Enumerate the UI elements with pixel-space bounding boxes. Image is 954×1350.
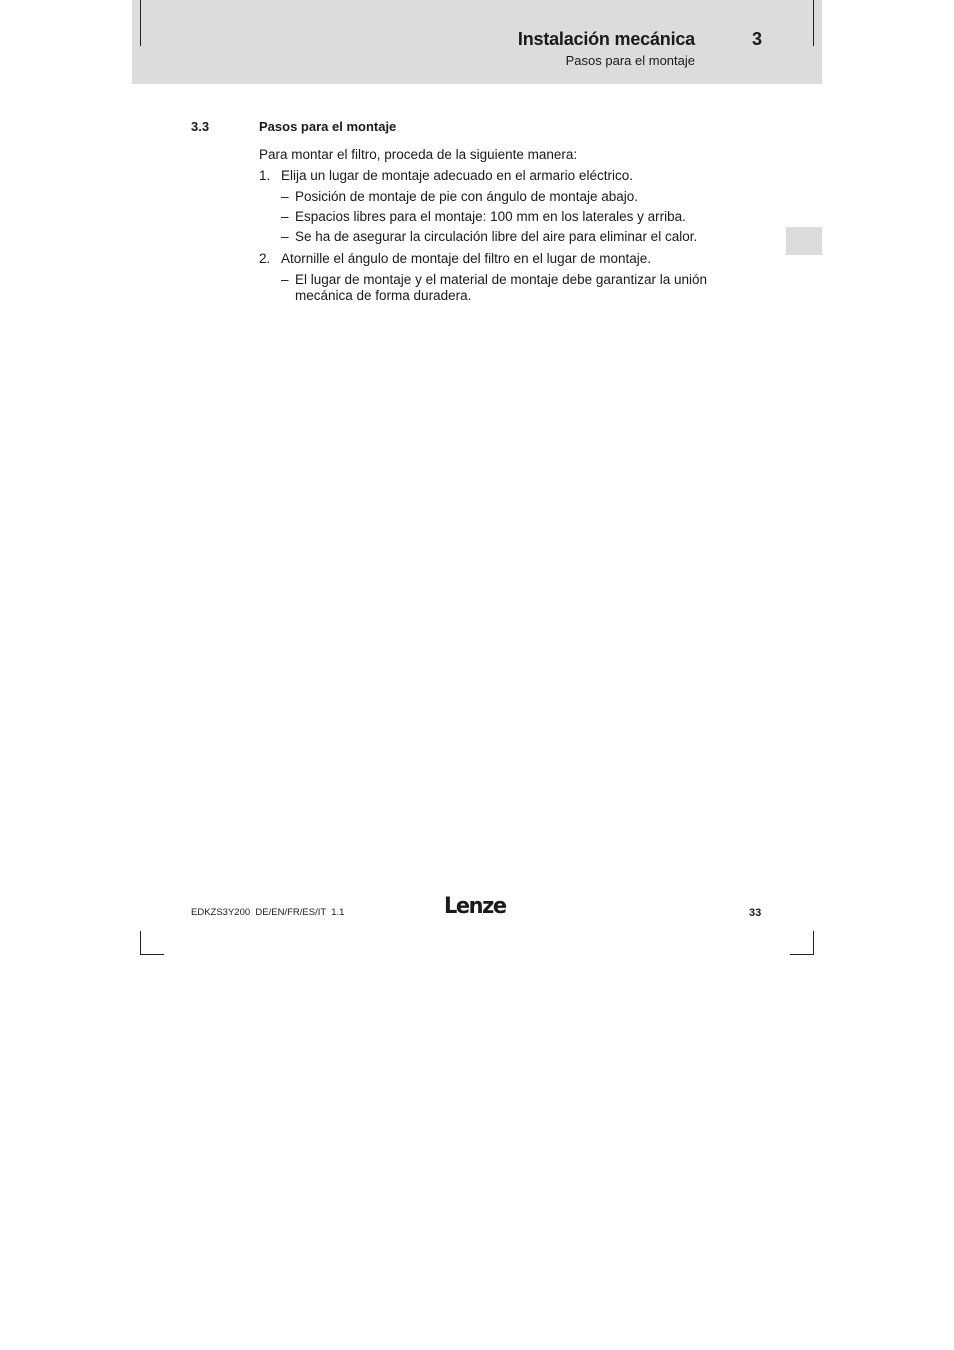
side-tab-marker [786,227,822,255]
crop-mark-bottom-right [790,954,814,955]
sub-item [259,272,739,304]
crop-mark-bottom-left [140,954,164,955]
sub-item-text: Espacios libres para el montaje: 100 mm en los laterales y arriba. [295,209,686,224]
section-number: 3.3 [191,119,210,134]
dash-bullet: – [281,189,289,204]
step-text: Elija un lugar de montaje adecuado en el armario eléctrico. [281,168,633,183]
chapter-subtitle: Pasos para el montaje [565,53,695,68]
crop-mark-bottom-right [813,931,814,955]
step-number: 1. [259,168,271,183]
sub-item [259,189,739,205]
crop-mark-top-right [813,0,814,46]
list-item [259,166,739,185]
dash-bullet: – [281,209,289,224]
header-band [132,0,822,84]
chapter-number: 3 [752,29,763,49]
sub-item-text: Posición de montaje de pie con ángulo de montaje abajo. [295,189,638,204]
sub-item-text: El lugar de montaje y el material de montaje debe garantizar la unión mecánica de forma duradera. [295,272,707,303]
intro-paragraph: Para montar el filtro, proceda de la siguiente manera: [259,147,578,162]
crop-mark-bottom-left [140,931,141,955]
list-item [259,249,739,268]
dash-bullet: – [281,229,289,244]
sub-item [259,209,739,225]
sub-item-text: Se ha de asegurar la circulación libre del aire para eliminar el calor. [295,229,698,244]
section-body [259,145,739,308]
document-code: EDKZS3Y200 DE/EN/FR/ES/IT 1.1 [191,907,345,918]
page-number: 33 [749,907,762,919]
chapter-title: Instalación mecánica [517,29,695,49]
step-text: Atornille el ángulo de montaje del filtro en el lugar de montaje. [281,251,651,266]
section-title: Pasos para el montaje [259,119,397,134]
sub-item [259,229,739,245]
dash-bullet: – [281,272,289,287]
step-number: 2. [259,251,271,266]
lenze-logo: Lenze [444,894,506,919]
crop-mark-top-left [140,0,141,46]
